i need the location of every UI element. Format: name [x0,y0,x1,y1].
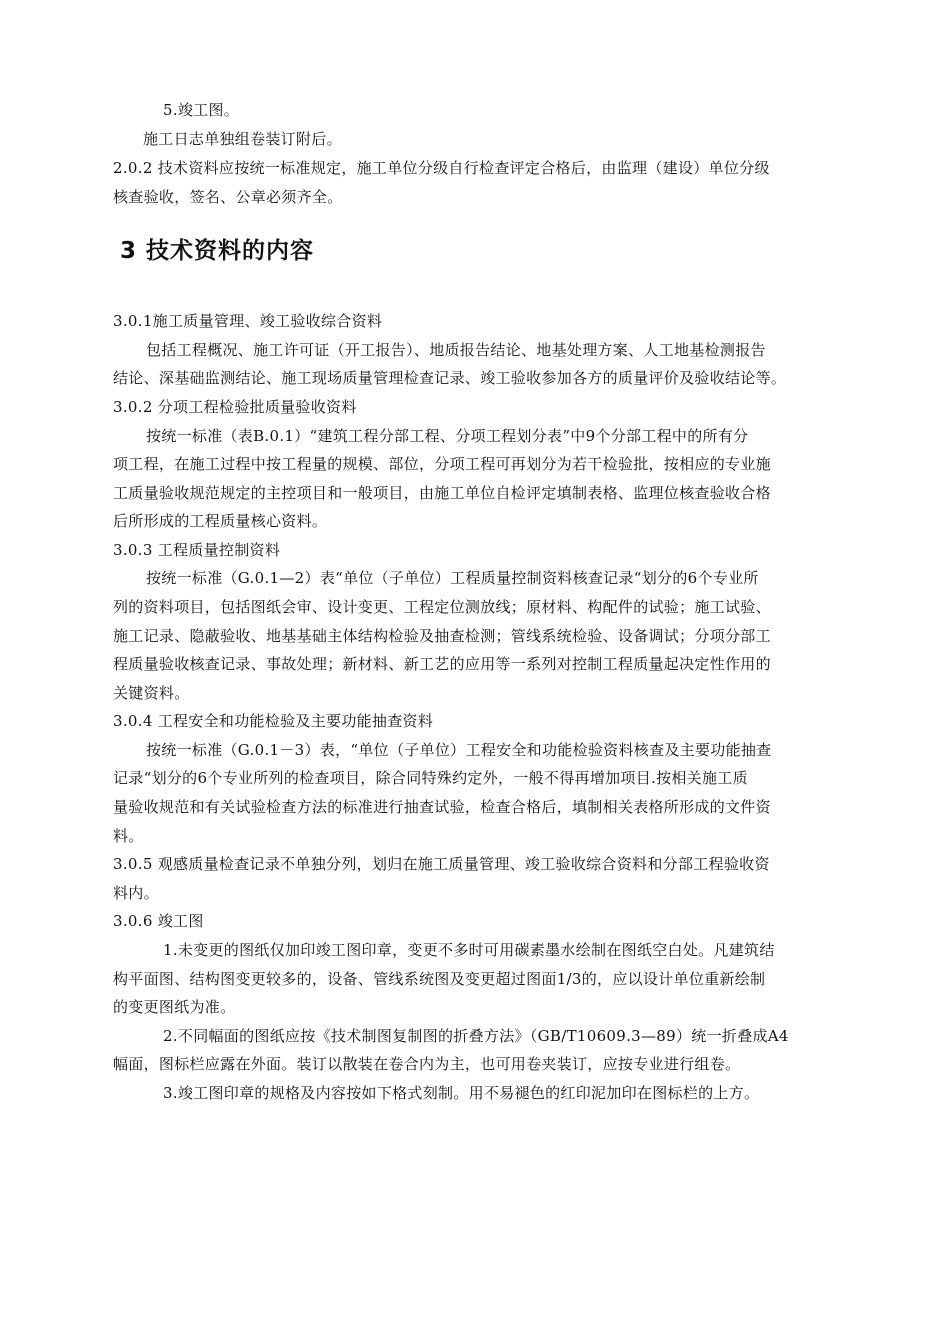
clause-3-0-3-line-2: 列的资料项目，包括图纸会审、设计变更、工程定位测放线；原材料、构配件的试验；施工试验、 [113,598,771,616]
clause-3-0-4-line-2: 记录“划分的6个专业所列的检查项目，除合同特殊约定外，一般不得再增加项目.按相关施工质 [113,769,748,787]
clause-3-0-6-item-2-line-1: 2.不同幅面的图纸应按《技术制图复制图的折叠方法》（GB/T10609.3—89）统一折叠成A4 [163,1027,789,1045]
list-item-as-built-drawings: 5.竣工图。 [163,101,240,119]
clause-3-0-6-item-1-line-2: 构平面图、结构图变更较多的，设备、管线系统图及变更超过图面1/3的，应以设计单位重新绘制 [113,970,766,988]
clause-3-0-6-title: 3.0.6 竣工图 [113,912,204,930]
clause-3-0-1-line-1: 包括工程概况、施工许可证（开工报告）、地质报告结论、地基处理方案、人工地基检测报告 [146,341,766,359]
clause-3-0-3-line-5: 关键资料。 [113,684,190,702]
clause-3-0-2-line-2: 项工程，在施工过程中按工程量的规模、部位，分项工程可再划分为若干检验批，按相应的专业施 [113,455,771,473]
clause-3-0-5-line-1: 3.0.5 观感质量检查记录不单独分列，划归在施工质量管理、竣工验收综合资料和分部工程验收资 [113,855,770,873]
section-heading-3: 3 技术资料的内容 [120,238,315,264]
clause-3-0-2-line-3: 工质量验收规范规定的主控项目和一般项目，由施工单位自检评定填制表格、监理位核查验收合格 [113,484,771,502]
clause-3-0-6-item-2-line-2: 幅面，图标栏应露在外面。装订以散装在卷合内为主，也可用卷夹装订，应按专业进行组卷。 [113,1055,741,1073]
clause-3-0-6-item-3: 3.竣工图印章的规格及内容按如下格式刻制。用不易褪色的红印泥加印在图标栏的上方。 [163,1084,760,1102]
clause-3-0-3-title: 3.0.3 工程质量控制资料 [113,541,281,559]
clause-3-0-1-title: 3.0.1施工质量管理、竣工验收综合资料 [113,312,383,330]
clause-3-0-4-line-3: 量验收规范和有关试验检查方法的标准进行抽查试验，检查合格后，填制相关表格所形成的文件资 [113,798,771,816]
clause-3-0-6-item-1-line-3: 的变更图纸为准。 [113,998,236,1016]
clause-2-0-2-line-1: 2.0.2 技术资料应按统一标准规定，施工单位分级自行检查评定合格后，由监理（建设）单位分级 [113,159,770,177]
clause-3-0-3-line-3: 施工记录、隐蔽验收、地基基础主体结构检验及抽查检测；管线系统检验、设备调试；分项分部工 [113,627,771,645]
clause-3-0-5-line-2: 料内。 [113,884,159,902]
clause-2-0-2-line-2: 核查验收，签名、公章必须齐全。 [113,188,343,206]
clause-3-0-4-title: 3.0.4 工程安全和功能检验及主要功能抽查资料 [113,712,434,730]
clause-3-0-3-line-1: 按统一标准（G.0.1—2）表“单位（子单位）工程质量控制资料核查记录“划分的6个专业所 [146,569,759,587]
clause-3-0-2-line-4: 后所形成的工程质量核心资料。 [113,512,328,530]
clause-3-0-1-line-2: 结论、深基础监测结论、施工现场质量管理检查记录、竣工验收参加各方的质量评价及验收结论等。 [113,369,787,387]
clause-3-0-3-line-4: 程质量验收核查记录、事故处理；新材料、新工艺的应用等一系列对控制工程质量起决定性作用的 [113,655,771,673]
clause-3-0-2-title: 3.0.2 分项工程检验批质量验收资料 [113,398,357,416]
clause-3-0-2-line-1: 按统一标准（表B.0.1）“建筑工程分部工程、分项工程划分表”中9个分部工程中的所有分 [146,427,749,445]
paragraph-construction-log: 施工日志单独组卷装订附后。 [143,130,342,148]
clause-3-0-6-item-1-line-1: 1.未变更的图纸仅加印竣工图印章，变更不多时可用碳素墨水绘制在图纸空白处。凡建筑结 [163,941,775,959]
clause-3-0-4-line-4: 料。 [113,827,144,845]
clause-3-0-4-line-1: 按统一标准（G.0.1－3）表，“单位（子单位）工程安全和功能检验资料核查及主要功能抽查 [146,741,772,759]
